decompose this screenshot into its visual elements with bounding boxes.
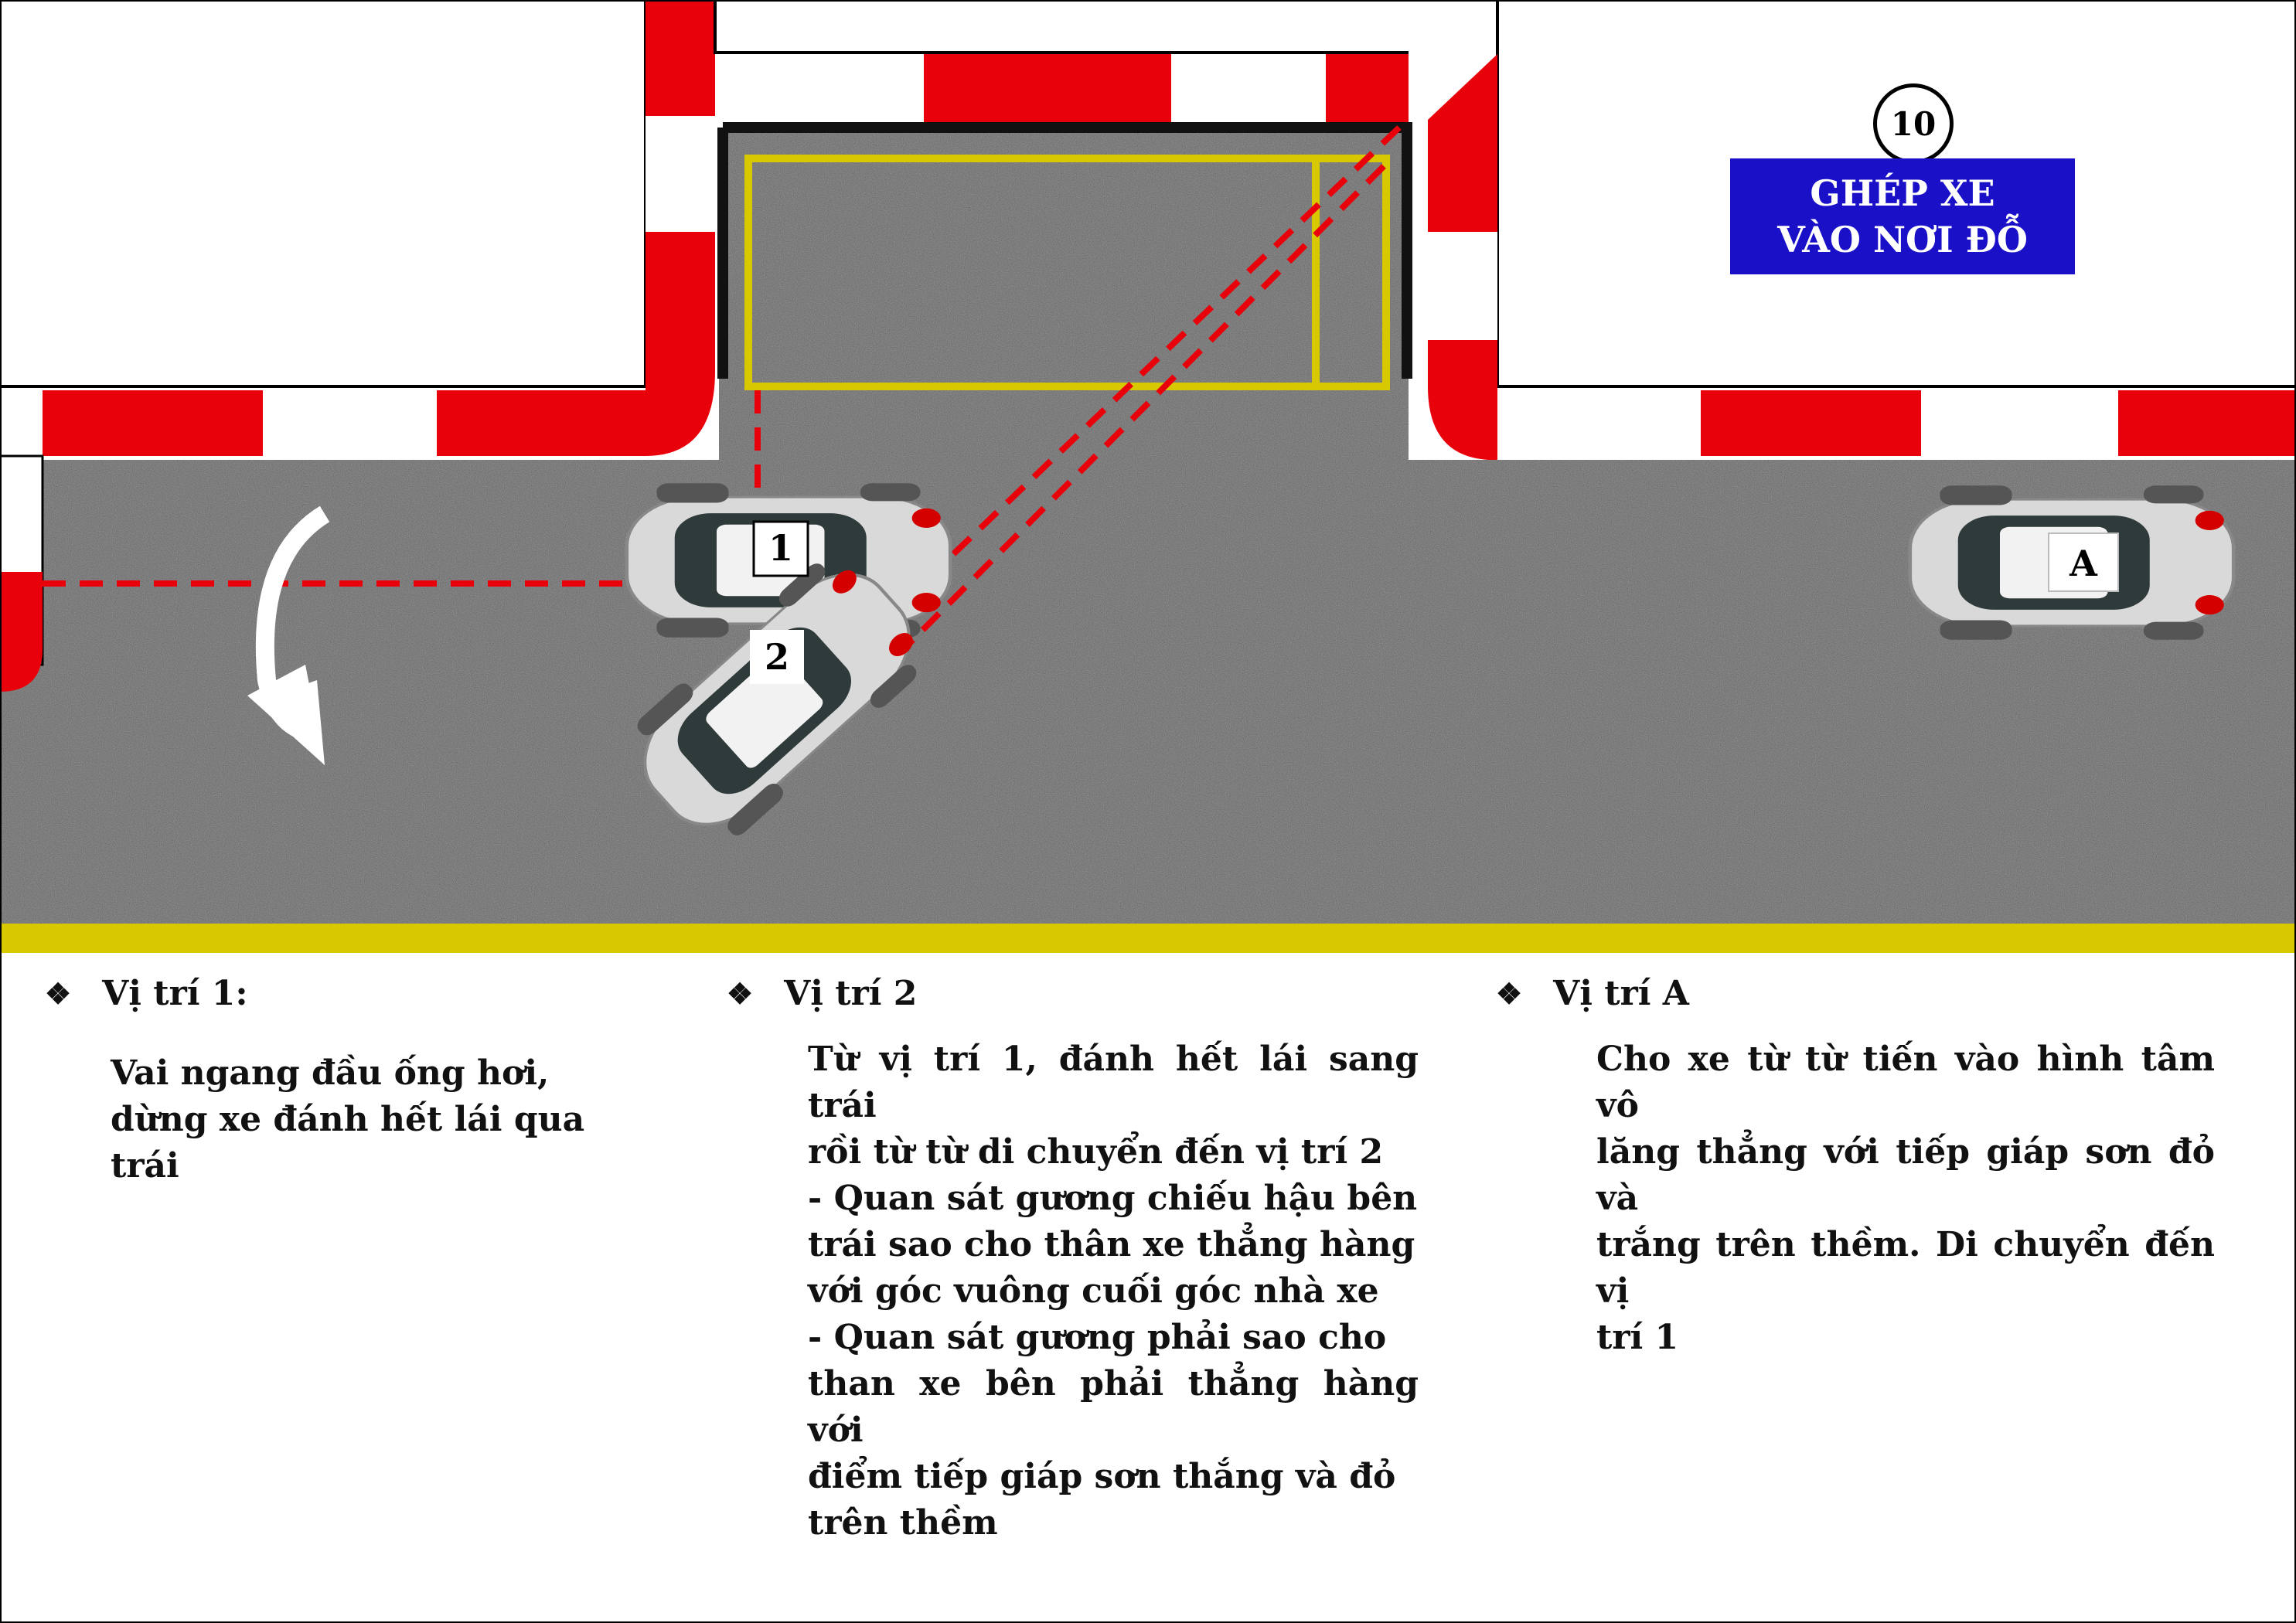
instruction-position-1 <box>45 974 632 1189</box>
marker-2 <box>750 630 804 684</box>
exercise-number: 10 <box>1890 104 1937 143</box>
diamond-bullet-icon: ❖ <box>727 976 754 1011</box>
marker-1 <box>754 522 808 576</box>
top-curb-strip <box>715 0 1500 128</box>
marker-a <box>2049 533 2118 591</box>
marker-1-label: 1 <box>768 527 794 569</box>
marker-2-label: 2 <box>764 636 790 678</box>
instruction-text: Cho xe từ từ tiến vào hình tâm vô lăng thẳng với tiếp giáp sơn đỏ và trắng trên thềm. Di chuyển đến vị trí 1 <box>1596 1039 2215 1357</box>
instruction-position-2 <box>727 974 1422 1546</box>
exercise-title-line-1: GHÉP XE <box>1810 172 1995 214</box>
diamond-bullet-icon: ❖ <box>45 976 72 1011</box>
instruction-text: Vai ngang đầu ống hơi, dừng xe đánh hết lái qua trái <box>111 1053 585 1186</box>
marker-a-label: A <box>2069 543 2097 584</box>
yellow-road-edge <box>0 924 2296 953</box>
exercise-title-box <box>1730 158 2075 274</box>
exercise-number-badge <box>1873 83 1954 164</box>
instruction-heading: ❖ Vị trí A <box>1496 974 1689 1013</box>
instruction-position-a <box>1496 974 2238 1361</box>
exercise-title-line-2: VÀO NƠI ĐỖ <box>1777 219 2028 260</box>
instruction-heading: ❖ Vị trí 1: <box>45 974 248 1013</box>
instruction-heading: ❖ Vị trí 2 <box>727 974 918 1013</box>
instruction-text: Từ vị trí 1, đánh hết lái sang trái rồi từ từ di chuyển đến vị trí 2 - Quan sát gương chiếu hậu bên trái sao cho thân xe thẳng hàng với góc vuông cuối góc nhà xe - Quan sát gương phải sao cho than xe bên phải thẳng hàng với điểm tiếp giáp sơn thắng và đỏ trên thềm <box>808 1039 1419 1543</box>
diamond-bullet-icon: ❖ <box>1496 976 1523 1011</box>
